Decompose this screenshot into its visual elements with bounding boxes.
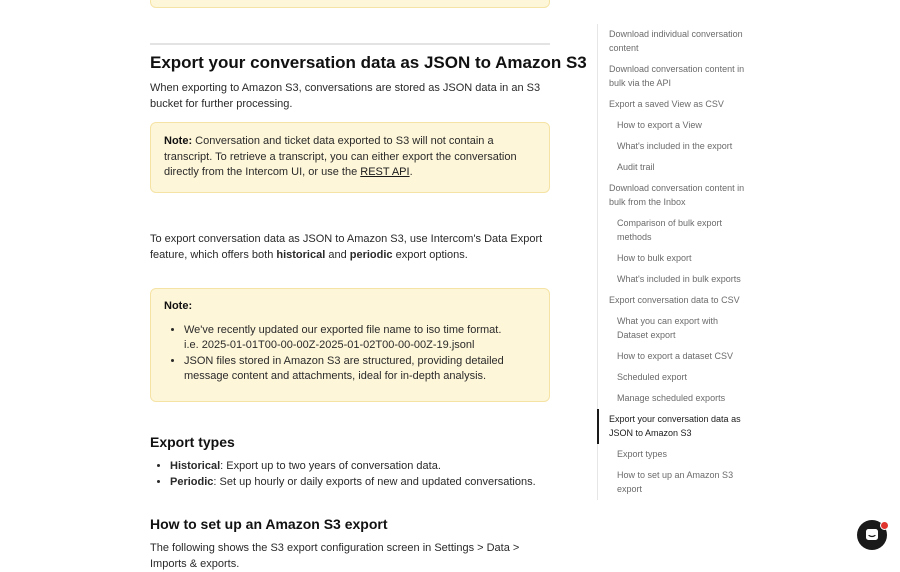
bullet-text-example: i.e. 2025-01-01T00-00-00Z-2025-01-02T00-00-00Z-19.jsonl — [184, 339, 475, 351]
note-label: Note: — [164, 135, 193, 147]
list-item — [184, 323, 536, 354]
toc-item[interactable]: How to export a View — [617, 120, 702, 130]
item-label: Periodic — [170, 475, 214, 488]
toc-item[interactable]: Comparison of bulk export methods — [617, 218, 723, 242]
note-callout-filename — [150, 288, 550, 402]
toc-item[interactable]: How to bulk export — [617, 253, 692, 263]
note-callout-transcript — [150, 122, 550, 193]
setup-heading: How to set up an Amazon S3 export — [150, 516, 388, 532]
list-item — [170, 459, 570, 475]
table-of-contents — [597, 24, 748, 500]
item-text: : Export up to two years of conversation data. — [220, 460, 441, 472]
note-text-end: . — [409, 166, 413, 178]
list-item — [170, 475, 570, 491]
note-bullets — [164, 323, 536, 385]
toc-item[interactable]: What's included in bulk exports — [617, 274, 741, 284]
list-item: • JSON files stored in Amazon S3 are structured, providing detailed message content and attachments, ideal for in-depth analysis. — [184, 354, 536, 385]
bullet-text: We've recently updated our exported file name to iso time format. — [184, 323, 502, 336]
item-text: : Set up hourly or daily exports of new and updated conversations. — [213, 475, 536, 488]
toc-item[interactable]: Manage scheduled exports — [617, 393, 726, 403]
para-text-mid: and — [325, 248, 350, 261]
toc-item[interactable]: Export a saved View as CSV — [609, 99, 724, 109]
toc-item[interactable]: Download individual conversation content — [609, 29, 743, 53]
section-title: Export your conversation data as JSON to Amazon S3 — [150, 53, 587, 72]
historical-bold: historical — [276, 248, 326, 261]
toc-item-active[interactable]: Export your conversation data as JSON to Amazon S3 — [597, 409, 748, 444]
toc-item[interactable]: Export types — [617, 449, 668, 459]
toc-item[interactable]: What's included in the export — [617, 141, 733, 151]
note-label: Note: — [164, 300, 193, 312]
toc-item[interactable]: Audit trail — [617, 162, 655, 172]
item-label: Historical — [170, 460, 221, 472]
toc-item[interactable]: Scheduled export — [617, 372, 688, 382]
rest-api-link[interactable]: REST API — [360, 166, 410, 178]
toc-item[interactable]: How to export a dataset CSV — [617, 351, 734, 361]
export-types-list — [150, 459, 570, 490]
export-types-heading: Export types — [150, 434, 235, 450]
toc-item[interactable]: How to set up an Amazon S3 export — [617, 470, 734, 494]
note-text: Conversation and ticket data exported to S3 will not contain a transcript. To retrieve a transcript, you can either export the conversation directly from the Intercom UI, or use the — [164, 135, 517, 178]
toc-item[interactable]: Download conversation content in bulk via the API — [609, 64, 745, 88]
toc-item[interactable]: Export conversation data to CSV — [609, 295, 740, 305]
chat-bubble-icon — [864, 527, 880, 543]
section-intro: When exporting to Amazon S3, conversations are stored as JSON data in an S3 bucket for further processing. — [150, 82, 541, 110]
notification-badge — [880, 521, 889, 530]
toc-item[interactable]: Download conversation content in bulk from the Inbox — [609, 183, 745, 207]
toc-item[interactable]: What you can export with Dataset export — [617, 316, 719, 340]
previous-callout — [150, 0, 550, 8]
para-text: To export conversation data as JSON to Amazon S3, use Intercom's Data Export feature, which offers both — [150, 233, 543, 261]
data-export-paragraph — [150, 232, 550, 263]
setup-paragraph: The following shows the S3 export configuration screen in Settings > Data > Imports & exports. — [150, 542, 520, 570]
para-text-end: export options. — [392, 248, 468, 261]
section-divider — [150, 43, 550, 45]
periodic-bold: periodic — [349, 248, 393, 261]
